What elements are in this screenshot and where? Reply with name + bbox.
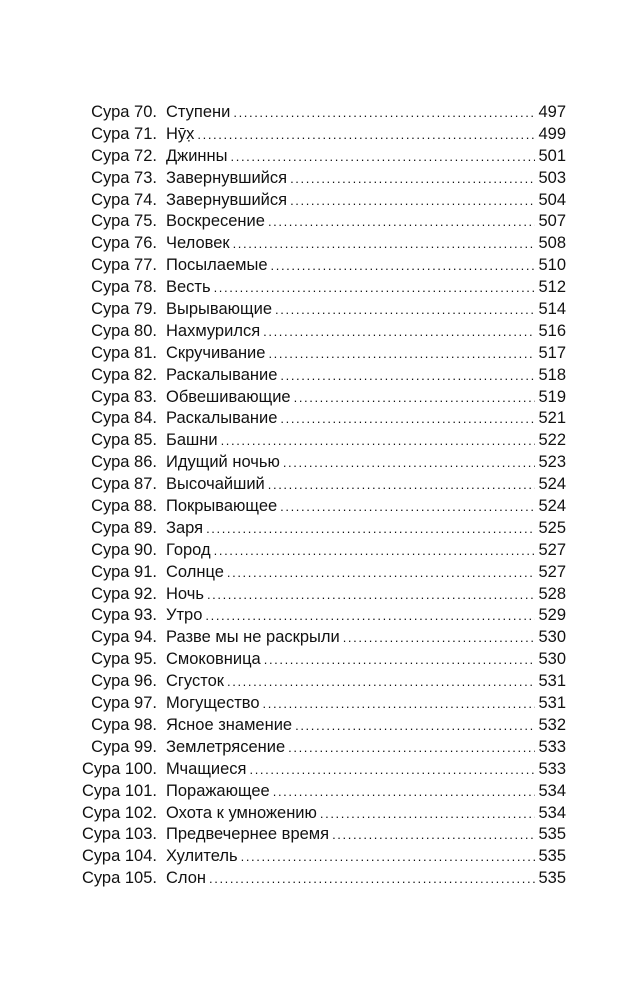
sura-title: Обвешивающие	[166, 387, 291, 406]
toc-entry	[0, 168, 639, 190]
dot-leader	[268, 211, 566, 233]
toc-entry-line	[166, 759, 566, 781]
toc-entry	[0, 430, 639, 452]
toc-entry	[0, 124, 639, 146]
page-number: 535	[535, 846, 566, 868]
sura-number: Сура 86.	[91, 453, 157, 472]
sura-title: Нахмурился	[166, 321, 261, 340]
dot-leader	[263, 321, 566, 343]
page-number: 535	[535, 868, 566, 890]
dot-leader	[207, 584, 566, 606]
page-number: 527	[535, 562, 566, 584]
dot-leader	[250, 759, 567, 781]
page-number: 497	[535, 102, 566, 124]
sura-title: Человек	[166, 234, 230, 253]
sura-number: Сура 76.	[91, 234, 157, 253]
toc-entry-line	[166, 518, 566, 540]
dot-leader	[295, 715, 566, 737]
toc-entry	[0, 846, 639, 868]
toc-entry-line	[166, 627, 566, 649]
dot-leader	[206, 518, 566, 540]
toc-entry	[0, 781, 639, 803]
page-number: 523	[535, 452, 566, 474]
toc-entry	[0, 627, 639, 649]
page-number: 522	[535, 430, 566, 452]
toc-entry	[0, 190, 639, 212]
dot-leader	[280, 496, 566, 518]
page-number: 533	[535, 759, 566, 781]
toc-entry-line	[166, 233, 566, 255]
sura-title: Сгусток	[166, 672, 225, 691]
sura-number: Сура 79.	[91, 300, 157, 319]
dot-leader	[264, 649, 566, 671]
toc-entry-line	[166, 562, 566, 584]
page-number: 534	[535, 803, 566, 825]
dot-leader	[268, 343, 566, 365]
toc-entry-line	[166, 671, 566, 693]
toc-entry-line	[166, 124, 566, 146]
toc-entry	[0, 408, 639, 430]
page-number: 524	[535, 496, 566, 518]
sura-number: Сура 102.	[81, 803, 157, 822]
sura-number: Сура 91.	[91, 562, 157, 581]
toc-entry	[0, 584, 639, 606]
toc-entry	[0, 365, 639, 387]
sura-title: Утро	[166, 606, 203, 625]
toc-entry-line	[166, 255, 566, 277]
toc-entry	[0, 562, 639, 584]
sura-title: Ясное знамение	[166, 715, 293, 734]
toc-entry	[0, 868, 639, 890]
toc-entry-line	[166, 452, 566, 474]
sura-number: Сура 98.	[91, 715, 157, 734]
dot-leader	[227, 562, 566, 584]
sura-title: Мчащиеся	[166, 759, 247, 778]
dot-leader	[273, 781, 566, 803]
page-number: 514	[535, 299, 566, 321]
page-number: 516	[535, 321, 566, 343]
dot-leader	[214, 277, 566, 299]
toc-entry	[0, 146, 639, 168]
toc-entry-line	[166, 474, 566, 496]
toc-entry	[0, 671, 639, 693]
page-number: 521	[535, 408, 566, 430]
sura-number: Сура 84.	[91, 409, 157, 428]
sura-title: Город	[166, 540, 211, 559]
toc-entry-line	[166, 649, 566, 671]
page-number: 518	[535, 365, 566, 387]
dot-leader	[280, 408, 566, 430]
toc-entry-line	[166, 781, 566, 803]
toc-entry-line	[166, 343, 566, 365]
page-number: 524	[535, 474, 566, 496]
dot-leader	[209, 868, 566, 890]
sura-number: Сура 105.	[81, 869, 157, 888]
sura-number: Сура 74.	[91, 190, 157, 209]
sura-title: Завернувшийся	[166, 190, 288, 209]
sura-number: Сура 103.	[81, 825, 157, 844]
sura-number: Сура 90.	[91, 540, 157, 559]
sura-title: Воскресение	[166, 212, 265, 231]
sura-title: Заря	[166, 518, 204, 537]
page-number: 530	[535, 649, 566, 671]
toc-entry-line	[166, 868, 566, 890]
dot-leader	[280, 365, 566, 387]
toc-entry	[0, 693, 639, 715]
sura-title: Ступени	[166, 103, 231, 121]
sura-number: Сура 100.	[81, 759, 157, 778]
dot-leader	[241, 846, 566, 868]
dot-leader	[275, 299, 566, 321]
sura-title: Могущество	[166, 694, 260, 713]
toc-entry	[0, 759, 639, 781]
sura-number: Сура 78.	[91, 278, 157, 297]
sura-number: Сура 81.	[91, 343, 157, 362]
page-number: 533	[535, 737, 566, 759]
toc-entry	[0, 737, 639, 759]
dot-leader	[288, 737, 566, 759]
sura-title: Идущий ночью	[166, 453, 280, 472]
sura-title: Высочайший	[166, 475, 265, 494]
page-number: 499	[535, 124, 566, 146]
toc-entry-line	[166, 846, 566, 868]
toc-entry-line	[166, 387, 566, 409]
sura-number: Сура 83.	[91, 387, 157, 406]
toc-entry-line	[166, 496, 566, 518]
dot-leader	[233, 102, 566, 124]
dot-leader	[343, 627, 566, 649]
toc-entry	[0, 824, 639, 846]
toc-entry-line	[166, 540, 566, 562]
dot-leader	[227, 671, 566, 693]
dot-leader	[290, 190, 566, 212]
sura-number: Сура 95.	[91, 650, 157, 669]
page-number: 534	[535, 781, 566, 803]
sura-title: Хулитель	[166, 847, 238, 866]
sura-title: Предвечернее время	[166, 825, 330, 844]
toc-entry	[0, 496, 639, 518]
dot-leader	[332, 824, 566, 846]
sura-number: Сура 97.	[91, 694, 157, 713]
sura-number: Сура 75.	[91, 212, 157, 231]
toc-entry-line	[166, 299, 566, 321]
toc-entry-line	[166, 168, 566, 190]
sura-title: Смоковница	[166, 650, 261, 669]
toc-entry	[0, 540, 639, 562]
page-number: 503	[535, 168, 566, 190]
sura-number: Сура 93.	[91, 606, 157, 625]
page-number: 507	[535, 211, 566, 233]
sura-number: Сура 89.	[91, 518, 157, 537]
dot-leader	[320, 803, 566, 825]
toc-entry	[0, 343, 639, 365]
toc-entry	[0, 452, 639, 474]
sura-number: Сура 85.	[91, 431, 157, 450]
page-number: 535	[535, 824, 566, 846]
page-number: 527	[535, 540, 566, 562]
toc-entry	[0, 474, 639, 496]
sura-title: Нӯх̣	[166, 124, 195, 143]
sura-number: Сура 101.	[81, 781, 157, 800]
page-number: 517	[535, 343, 566, 365]
dot-leader	[263, 693, 566, 715]
page-number: 528	[535, 584, 566, 606]
dot-leader	[294, 387, 566, 409]
toc-entry	[0, 321, 639, 343]
page-number: 519	[535, 387, 566, 409]
toc-entry	[0, 102, 639, 124]
page-number: 529	[535, 605, 566, 627]
toc-entry	[0, 715, 639, 737]
toc-entry	[0, 649, 639, 671]
sura-title: Весть	[166, 278, 211, 297]
sura-title: Завернувшийся	[166, 168, 288, 187]
dot-leader	[231, 146, 566, 168]
sura-title: Вырывающие	[166, 300, 273, 319]
sura-title: Раскалывание	[166, 365, 278, 384]
toc-entry-line	[166, 146, 566, 168]
toc-entry-line	[166, 211, 566, 233]
dot-leader	[221, 430, 566, 452]
sura-number: Сура 88.	[91, 497, 157, 516]
toc-entry-line	[166, 824, 566, 846]
sura-title: Поражающее	[166, 781, 270, 800]
toc-entry-line	[166, 715, 566, 737]
dot-leader	[283, 452, 566, 474]
toc-entry-line	[166, 605, 566, 627]
sura-title: Землетрясение	[166, 737, 286, 756]
toc-entry-line	[166, 408, 566, 430]
toc-entry-line	[166, 803, 566, 825]
page-number: 531	[535, 693, 566, 715]
sura-title: Скручивание	[166, 343, 266, 362]
sura-number: Сура 77.	[91, 256, 157, 275]
toc-entry	[0, 299, 639, 321]
sura-title: Джинны	[166, 146, 228, 165]
toc-entry-line	[166, 430, 566, 452]
dot-leader	[271, 255, 566, 277]
toc-entry	[0, 387, 639, 409]
toc-entry	[0, 605, 639, 627]
toc-entry-line	[166, 277, 566, 299]
sura-number: Сура 72.	[91, 146, 157, 165]
dot-leader	[290, 168, 566, 190]
toc-entry-line	[166, 693, 566, 715]
page-number: 512	[535, 277, 566, 299]
page-number: 525	[535, 518, 566, 540]
toc-entry-line	[166, 321, 566, 343]
toc-entry-line	[166, 365, 566, 387]
toc-entry	[0, 803, 639, 825]
sura-number: Сура 71.	[91, 124, 157, 143]
sura-number: Сура 70.	[91, 103, 157, 121]
dot-leader	[268, 474, 566, 496]
page-number: 530	[535, 627, 566, 649]
sura-number: Сура 82.	[91, 365, 157, 384]
page-number: 508	[535, 233, 566, 255]
toc-entry	[0, 518, 639, 540]
dot-leader	[205, 605, 566, 627]
sura-number: Сура 96.	[91, 672, 157, 691]
page-number: 510	[535, 255, 566, 277]
dot-leader	[233, 233, 566, 255]
toc-entry-line	[166, 584, 566, 606]
sura-title: Посылаемые	[166, 256, 268, 275]
sura-number: Сура 94.	[91, 628, 157, 647]
sura-title: Покрывающее	[166, 497, 278, 516]
sura-title: Раскалывание	[166, 409, 278, 428]
sura-number: Сура 87.	[91, 475, 157, 494]
table-of-contents	[0, 102, 639, 890]
toc-entry	[0, 211, 639, 233]
sura-title: Солнце	[166, 562, 224, 581]
page-number: 504	[535, 190, 566, 212]
sura-title: Башни	[166, 431, 218, 450]
page-number: 501	[535, 146, 566, 168]
toc-entry	[0, 277, 639, 299]
sura-number: Сура 104.	[81, 847, 157, 866]
sura-number: Сура 92.	[91, 584, 157, 603]
toc-entry	[0, 255, 639, 277]
page-number: 531	[535, 671, 566, 693]
dot-leader	[197, 124, 566, 146]
sura-title: Слон	[166, 869, 207, 888]
sura-number: Сура 73.	[91, 168, 157, 187]
sura-title: Разве мы не раскрыли	[166, 628, 340, 647]
toc-entry	[0, 233, 639, 255]
toc-entry-line	[166, 737, 566, 759]
toc-entry-line	[166, 190, 566, 212]
sura-number: Сура 80.	[91, 321, 157, 340]
toc-entry-line	[166, 102, 566, 124]
sura-title: Ночь	[166, 584, 204, 603]
sura-number: Сура 99.	[91, 737, 157, 756]
page-number: 532	[535, 715, 566, 737]
sura-title: Охота к умножению	[166, 803, 317, 822]
dot-leader	[214, 540, 566, 562]
